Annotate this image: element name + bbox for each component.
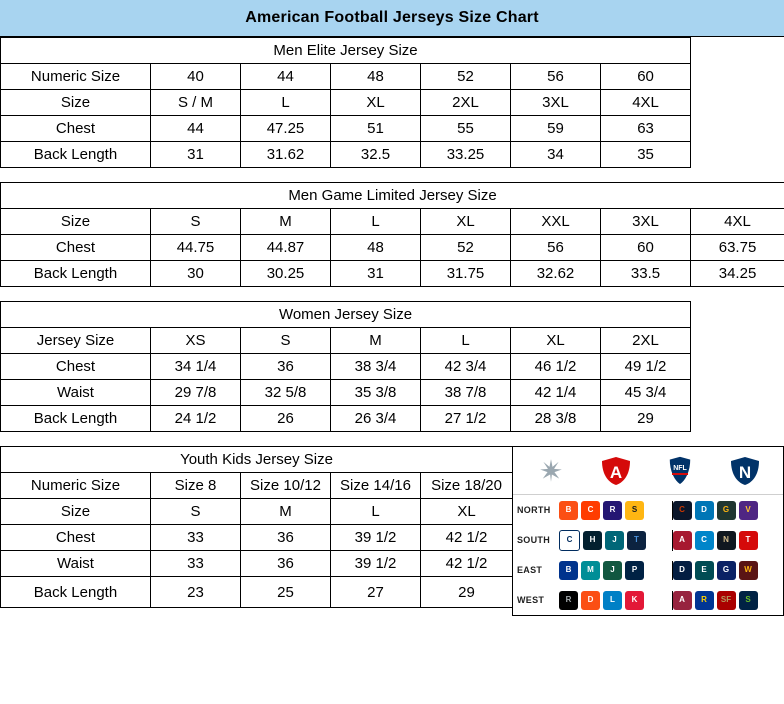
cell: 44.75 [151,235,241,261]
steelers-logo: S [625,501,644,520]
section-men-game-limited [0,182,784,287]
cell: Size 14/16 [331,473,421,499]
row-label: Chest [1,525,151,551]
bears-logo: C [673,501,692,520]
page-title-bar [0,0,784,37]
nfc-north-teams [673,501,780,520]
cell: 52 [421,64,511,90]
svg-text:NFL: NFL [673,464,688,472]
bills-logo: B [559,561,578,580]
men-game-heading-row [1,183,784,209]
afc-west-teams [559,591,673,610]
cell: 42 3/4 [421,354,511,380]
cell: 48 [331,64,421,90]
cell: L [331,499,421,525]
cell: 34.25 [691,261,784,287]
cell: 29 7/8 [151,380,241,406]
cell: 36 [241,525,331,551]
cell: 35 [601,142,691,168]
nfc-logo [722,451,768,491]
svg-text:A: A [609,462,622,482]
cell: 29 [601,406,691,432]
cell: 48 [331,235,421,261]
section-men-elite [0,37,784,168]
cell: 34 1/4 [151,354,241,380]
cell-empty [691,116,784,142]
browns-logo: C [581,501,600,520]
cell-empty [691,354,784,380]
cell: 31.75 [421,261,511,287]
cell: 30 [151,261,241,287]
women-table [0,301,784,432]
cell: 60 [601,64,691,90]
cell: 45 3/4 [601,380,691,406]
cell: 24 1/2 [151,406,241,432]
jaguars-logo: J [605,531,624,550]
saints-logo: N [717,531,736,550]
afc-logo [593,451,639,491]
cell: 59 [511,116,601,142]
cell: Size 10/12 [241,473,331,499]
cell: 42 1/4 [511,380,601,406]
cell: Size 8 [151,473,241,499]
cell: XS [151,328,241,354]
division-row-south [513,525,783,555]
bengals-logo: B [559,501,578,520]
row-label: Back Length [1,261,151,287]
buccaneers-logo: T [739,531,758,550]
division-row-north [513,495,783,525]
cell: XL [421,209,511,235]
cell: 31 [151,142,241,168]
table-row [1,525,513,551]
cell: 44 [241,64,331,90]
table-row [1,235,784,261]
cardinals-logo: A [673,591,692,610]
packers-logo: G [717,501,736,520]
cell: 56 [511,64,601,90]
cell: 56 [511,235,601,261]
cell: M [241,209,331,235]
cell: 47.25 [241,116,331,142]
table-row [1,90,784,116]
cell: 2XL [421,90,511,116]
svg-text:N: N [738,462,751,482]
division-row-east [513,555,783,585]
cell: Size 18/20 [421,473,513,499]
table-row [1,64,784,90]
cell: 26 [241,406,331,432]
page-title: American Football Jerseys Size Chart [245,9,539,26]
division-label-west: WEST [517,595,545,605]
cell: 36 [241,354,331,380]
cell: 44.87 [241,235,331,261]
cell: S [151,499,241,525]
men-game-limited-table [0,182,784,287]
patriots-logo: P [625,561,644,580]
table-row [1,354,784,380]
ravens-logo: R [603,501,622,520]
cell: 63 [601,116,691,142]
row-label: Size [1,90,151,116]
broncos-logo: D [581,591,600,610]
row-label: Back Length [1,406,151,432]
women-heading-row [1,302,784,328]
cell: 44 [151,116,241,142]
cell-empty [691,380,784,406]
cell: M [331,328,421,354]
texans-logo: H [583,531,602,550]
cell-empty [691,328,784,354]
cell: XL [421,499,513,525]
table-row [1,551,513,577]
row-label: Size [1,499,151,525]
nfl-shield-logo [657,451,703,491]
cell-empty [691,406,784,432]
cell: 46 1/2 [511,354,601,380]
section-women [0,301,784,432]
cell: 32.62 [511,261,601,287]
row-label: Back Length [1,577,151,608]
table-row [1,261,784,287]
cell: 33 [151,525,241,551]
row-label: Chest [1,116,151,142]
colts-logo: C [559,530,580,551]
table-row [1,116,784,142]
cell: S [241,328,331,354]
cell-empty [691,142,784,168]
cell: 32.5 [331,142,421,168]
spacer [0,432,784,446]
cell: 36 [241,551,331,577]
jets-logo: J [603,561,622,580]
cell: 32 5/8 [241,380,331,406]
row-label: Chest [1,354,151,380]
cell: 33.25 [421,142,511,168]
men-game-heading: Men Game Limited Jersey Size [1,183,784,209]
women-heading: Women Jersey Size [1,302,691,328]
seahawks-logo: S [739,591,758,610]
lions-logo: D [695,501,714,520]
cell: 25 [241,577,331,608]
49ers-logo: SF [717,591,736,610]
giants-logo: G [717,561,736,580]
men-elite-heading: Men Elite Jersey Size [1,38,691,64]
nfc-west-teams [673,591,780,610]
row-label: Back Length [1,142,151,168]
table-row [1,380,784,406]
cell: S [151,209,241,235]
cowboys-logo: D [673,561,692,580]
cell-empty [691,64,784,90]
section-youth-and-logos [0,446,784,616]
cell: 39 1/2 [331,525,421,551]
afc-east-teams [559,561,673,580]
section-youth [0,446,512,616]
division-row-west [513,585,783,615]
cell: 28 3/8 [511,406,601,432]
cell: 33 [151,551,241,577]
cell: 52 [421,235,511,261]
cell: 51 [331,116,421,142]
cell: 60 [601,235,691,261]
panthers-logo: C [695,531,714,550]
cell: 31.62 [241,142,331,168]
youth-heading-row [1,447,513,473]
table-row [1,499,513,525]
nfc-south-teams [673,531,780,550]
cell: L [241,90,331,116]
commanders-logo: W [739,561,758,580]
chiefs-logo: K [625,591,644,610]
cell: 38 3/4 [331,354,421,380]
cell: 34 [511,142,601,168]
cell: XL [331,90,421,116]
division-label-north: NORTH [517,505,551,515]
cell: 29 [421,577,513,608]
cell: L [331,209,421,235]
rams-logo: R [695,591,714,610]
spacer [0,168,784,182]
cell: S / M [151,90,241,116]
cell: 40 [151,64,241,90]
cell: 42 1/2 [421,525,513,551]
cell-empty [691,90,784,116]
pro-bowl-star-icon [528,451,574,491]
division-label-south: SOUTH [517,535,550,545]
nfc-east-teams [673,561,780,580]
titans-logo: T [627,531,646,550]
cell: 31 [331,261,421,287]
dolphins-logo: M [581,561,600,580]
nfl-team-logos-panel [512,446,784,616]
cell: 23 [151,577,241,608]
cell: 27 [331,577,421,608]
cell: 26 3/4 [331,406,421,432]
cell: 55 [421,116,511,142]
row-label: Numeric Size [1,64,151,90]
vikings-logo: V [739,501,758,520]
cell: 35 3/8 [331,380,421,406]
cell: L [421,328,511,354]
cell: 63.75 [691,235,784,261]
youth-heading: Youth Kids Jersey Size [1,447,513,473]
youth-table [0,446,513,608]
cell: 3XL [601,209,691,235]
women-heading-filler [691,302,784,328]
row-label: Jersey Size [1,328,151,354]
afc-north-teams [559,501,673,520]
cell: 38 7/8 [421,380,511,406]
spacer [0,287,784,301]
cell: 2XL [601,328,691,354]
cell: 27 1/2 [421,406,511,432]
cell: 30.25 [241,261,331,287]
afc-south-teams [559,530,673,551]
row-label: Chest [1,235,151,261]
table-row [1,142,784,168]
table-row [1,406,784,432]
eagles-logo: E [695,561,714,580]
cell: XL [511,328,601,354]
chargers-logo: L [603,591,622,610]
cell: 33.5 [601,261,691,287]
cell: 42 1/2 [421,551,513,577]
cell: M [241,499,331,525]
cell: 49 1/2 [601,354,691,380]
row-label: Size [1,209,151,235]
falcons-logo: A [673,531,692,550]
table-row [1,577,513,608]
cell: 3XL [511,90,601,116]
table-row [1,473,513,499]
division-label-east: EAST [517,565,543,575]
cell: 4XL [601,90,691,116]
row-label: Waist [1,380,151,406]
cell: XXL [511,209,601,235]
table-row [1,328,784,354]
table-row [1,209,784,235]
raiders-logo: R [559,591,578,610]
men-elite-heading-row [1,38,784,64]
men-elite-table [0,37,784,168]
conference-logo-row [513,447,783,495]
row-label: Waist [1,551,151,577]
cell: 39 1/2 [331,551,421,577]
men-elite-heading-filler [691,38,784,64]
row-label: Numeric Size [1,473,151,499]
cell: 4XL [691,209,784,235]
